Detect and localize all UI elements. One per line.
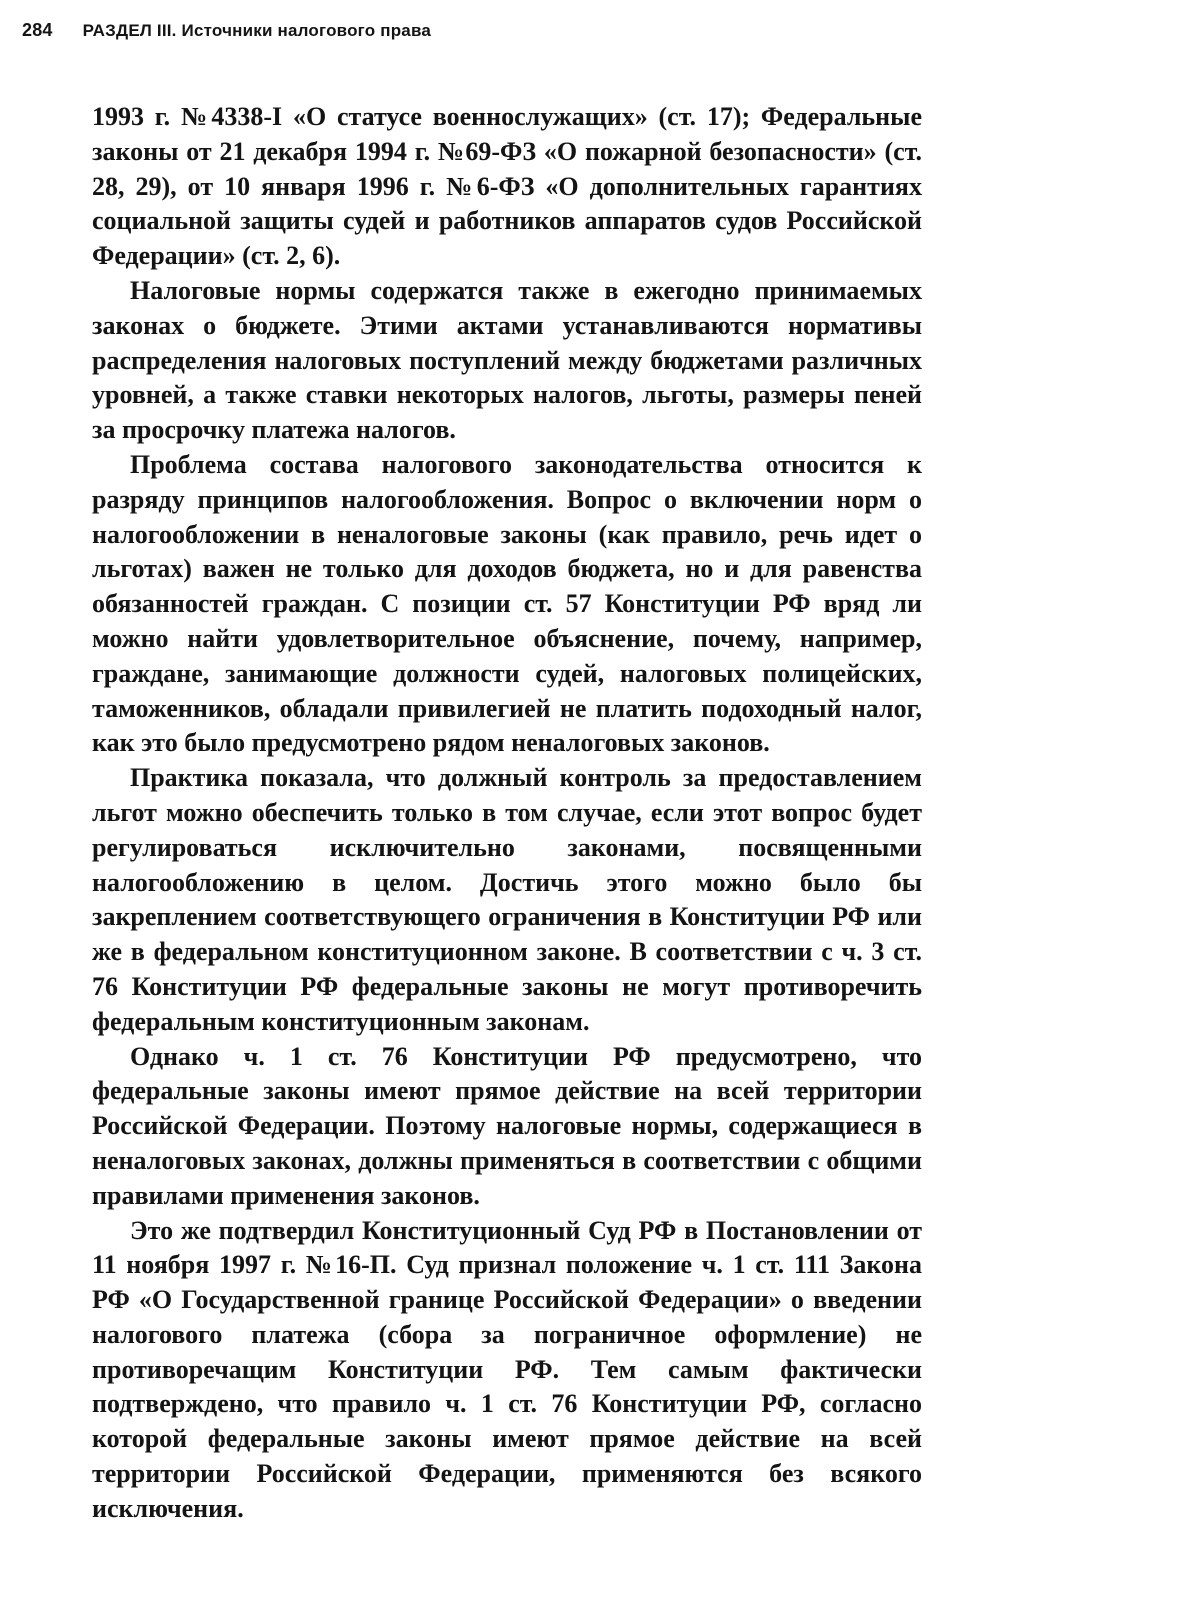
paragraph-6: Это же подтвердил Конституционный Суд РФ в Постановлении от 11 ноября 1997 г. №16-П. Суд признал положение ч. 1 ст. 111 Закона РФ «О Государственной границе Российской Федерации» о введении налогового платежа (сбора за пограничное оформление) не противоречащим Конституции РФ. Тем самым фактически подтверждено, что правило ч. 1 ст. 76 Конституции РФ, согласно которой федеральные законы имеют прямое действие на всей территории Российской Федерации, применяются без всякого исключения. [92, 1215, 922, 1523]
body-text [92, 100, 922, 1527]
section-title: РАЗДЕЛ III. Источники налогового права [82, 21, 432, 40]
paragraph-1: 1993 г. №4338-I «О статусе военнослужащих» (ст. 17); Федеральные законы от 21 декабря 1994 г. №69-ФЗ «О пожарной безопасности» (ст. 28, 29), от 10 января 1996 г. №6-ФЗ «О дополнительных гарантиях социальной защиты судей и работников аппаратов судов Российской Федерации» (ст. 2, 6). [92, 102, 922, 271]
paragraph-4: Практика показала, что должный контроль за предоставлением льгот можно обеспечить только в том случае, если этот вопрос будет регулироваться исключительно законами, посвященными налогообложению в целом. Достичь этого можно было бы закреплением соответствующего ограничения в Конституции РФ или же в федеральном конституционном законе. В соответствии с ч. 3 ст. 76 Конституции РФ федеральные законы не могут противоречить федеральным конституционным законам. [92, 763, 922, 1036]
page-number: 284 [22, 20, 53, 40]
running-header [22, 20, 1163, 46]
paragraph-2: Налоговые нормы содержатся также в ежегодно принимаемых законах о бюджете. Этими актами устанавливаются нормативы распределения налоговых поступлений между бюджетами различных уровней, а также ставки некоторых налогов, льготы, размеры пеней за просрочку платежа налогов. [92, 275, 922, 445]
paragraph-3: Проблема состава налогового законодательства относится к разряду принципов налогообложения. Вопрос о включении норм о налогообложении в неналоговые законы (как правило, речь идет о льготах) важен не только для доходов бюджета, но и для равенства обязанностей граждан. С позиции ст. 57 Конституции РФ вряд ли можно найти удовлетворительное объяснение, почему, например, граждане, занимающие должности судей, налоговых полицейских, таможенников, обладали привилегией не платить подоходный налог, как это было предусмотрено рядом неналоговых законов. [92, 449, 922, 758]
paragraph-5: Однако ч. 1 ст. 76 Конституции РФ предусмотрено, что федеральные законы имеют прямое действие на всей территории Российской Федерации. Поэтому налоговые нормы, содержащиеся в неналоговых законах, должны применяться в соответствии с общими правилами применения законов. [92, 1041, 922, 1210]
